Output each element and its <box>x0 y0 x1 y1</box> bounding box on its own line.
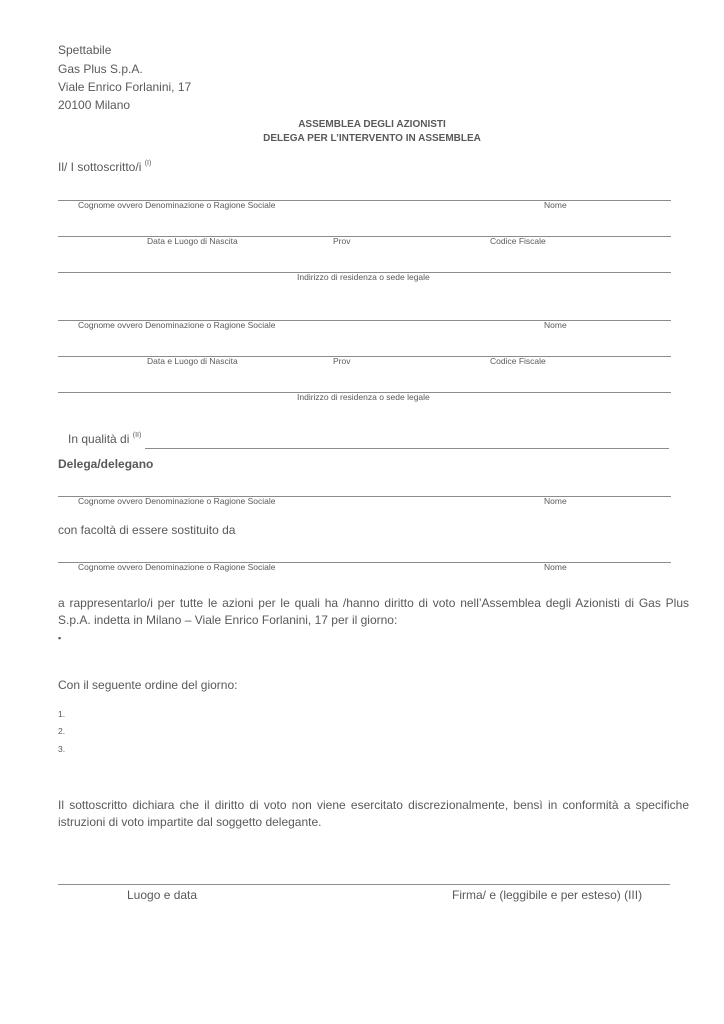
signatory1-birth-caption: Data e Luogo di Nascita <box>147 236 238 246</box>
signatory2-surname-caption: Cognome ovvero Denominazione o Ragione Sociale <box>78 320 276 330</box>
signatory2-birth-caption: Data e Luogo di Nascita <box>147 356 238 366</box>
signatory-label <box>58 160 151 174</box>
place-date-caption: Luogo e data <box>127 888 198 902</box>
signatory1-taxcode-caption: Codice Fiscale <box>490 236 546 246</box>
document-title: ASSEMBLEA DEGLI AZIONISTI <box>298 119 446 130</box>
substitute-label: con facoltà di essere sostituito da <box>58 523 236 537</box>
capacity-input-line[interactable] <box>145 448 669 449</box>
agenda-item-1: 1. <box>58 709 66 719</box>
recipient-address-line-3: Viale Enrico Forlanini, 17 <box>58 80 192 94</box>
delegate-heading: Delega/delegano <box>58 457 154 471</box>
document-subtitle: DELEGA PER L’INTERVENTO IN ASSEMBLEA <box>263 133 481 144</box>
agenda-heading: Con il seguente ordine del giorno: <box>58 678 238 692</box>
signatory1-prov-caption: Prov <box>333 236 351 246</box>
capacity-label <box>68 432 141 446</box>
agenda-item-3: 3. <box>58 744 66 754</box>
substitute-name-caption: Nome <box>544 562 567 572</box>
signatory2-name-caption: Nome <box>544 320 567 330</box>
delegate-surname-caption: Cognome ovvero Denominazione o Ragione Sociale <box>78 496 276 506</box>
capacity-note: (II) <box>132 432 142 439</box>
signatory1-name-caption: Nome <box>544 200 567 210</box>
substitute-surname-caption: Cognome ovvero Denominazione o Ragione Sociale <box>78 562 276 572</box>
representation-paragraph: a rappresentarlo/i per tutte le azioni per le quali ha /hanno diritto di voto nell’Assemblea degli Azionisti di Gas Plus S.p.A. indetta in Milano – Viale Enrico Forlanini, 17 per il giorno: <box>58 596 689 627</box>
recipient-address-line-1: Spettabile <box>58 43 112 57</box>
signatory2-address-caption: Indirizzo di residenza o sede legale <box>297 392 430 402</box>
signature-line[interactable] <box>58 884 670 885</box>
signatory-label-text: Il/ I sottoscritto/i <box>58 160 142 174</box>
agenda-item-2: 2. <box>58 726 66 736</box>
signatory2-prov-caption: Prov <box>333 356 351 366</box>
recipient-address-line-4: 20100 Milano <box>58 98 131 112</box>
signatory1-address-caption: Indirizzo di residenza o sede legale <box>297 272 430 282</box>
signatory2-taxcode-caption: Codice Fiscale <box>490 356 546 366</box>
recipient-address-line-2: Gas Plus S.p.A. <box>58 62 143 76</box>
signatory1-surname-caption: Cognome ovvero Denominazione o Ragione Sociale <box>78 200 276 210</box>
signatory-note: (I) <box>144 160 152 167</box>
delegate-name-caption: Nome <box>544 496 567 506</box>
declaration-paragraph: Il sottoscritto dichiara che il diritto di voto non viene esercitato discrezionalmente, bensì in conformità a specifiche istruzioni di voto impartite dal soggetto delegante. <box>58 798 689 829</box>
signature-caption: Firma/ e (leggibile e per esteso) (III) <box>452 888 643 902</box>
capacity-label-text: In qualità di <box>68 432 130 446</box>
date-bullet: ▪ <box>58 633 62 643</box>
